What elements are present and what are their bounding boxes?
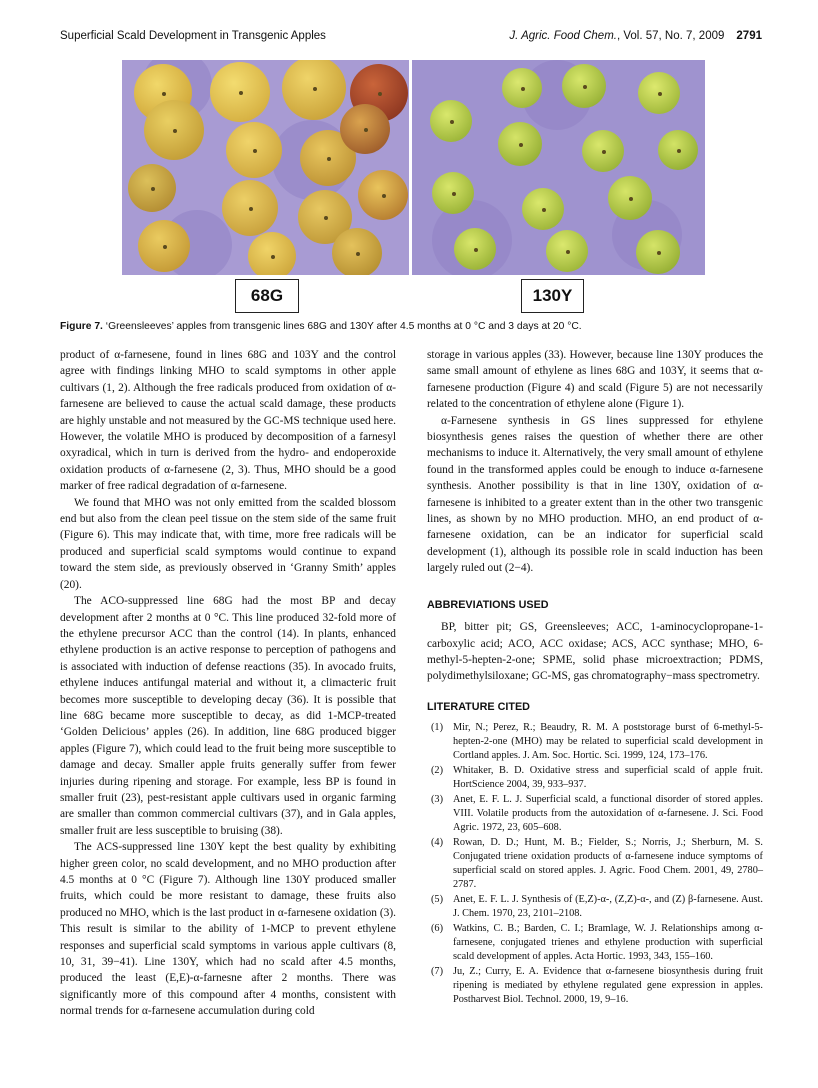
apple [498,122,542,166]
apple [432,172,474,214]
paragraph: The ACO-suppressed line 68G had the most BP and decay development after 2 months at 0 °C. This line produced 32-fold more of the ethylene precursor ACC than the control (14). In plants, enhanced ethylene production is an active response to perception of pathogens and is associated with induction of defense reactions (35). In avocado fruits, ethylene induces antifungal material and without it, a climacteric fruit becomes more susceptible to developing decay (36). It is possible that line 68G became more susceptible to decay, as did 1-MCP-treated ‘Golden Delicious’ apples (26). In addition, line 68G produced bigger apples (Figure 7), which could lead to the fruit being more susceptible to damage and decay. Smaller apple fruits generally suffer from fewer injuries during ripening and storage. For example, less BP is found in smaller fruit (23), pest-resistant apple cultivars used in organic farming are smaller than common commercial cultivars (37), and in Gala apples, smaller fruit are less susceptible to bruising (38). [60,595,396,837]
figure-7-photographs [122,60,705,275]
caption-label: Figure 7. [60,321,103,332]
apple [522,188,564,230]
apple [358,170,408,220]
reference-list [427,721,763,1007]
apple [430,100,472,142]
apple [332,228,382,275]
apple [210,62,270,122]
abbreviations-text: BP, bitter pit; GS, Greensleeves; ACC, 1-aminocyclopropane-1-carboxylic acid; ACO, ACC oxidase; ACS, ACC synthase; MHO, 6-methyl-5-hepten-2-one; SPME, solid phase microextraction; PDMS, polydimethylsiloxane; GC-MS, gas chromatography−mass spectrometry. [427,621,763,683]
apple [222,180,278,236]
literature-heading: LITERATURE CITED [427,700,530,713]
apple [340,104,390,154]
reference-item: (2) Whitaker, B. D. Oxidative stress and superficial scald of apple fruit. HortScience 2004, 39, 933–937. [431,765,763,791]
reference-item: (6) Watkins, C. B.; Barden, C. I.; Bramlage, W. J. Relationships among α-farnesene, conjugated trienes and ethylene production with superficial scald development of apples. Acta Hortic. 1993, 343, 155–160. [431,923,763,963]
apple-photo-130y [412,60,705,275]
journal-name: J. Agric. Food Chem. [509,30,617,42]
caption-text: ‘Greensleeves’ apples from transgenic lines 68G and 130Y after 4.5 months at 0 °C and 3 days at 20 °C. [102,321,582,332]
paragraph: storage in various apples (33). However, because line 130Y produces the same small amount of ethylene as lines 68G and 103Y, it seems that α-farnesene production (Figure 4) and scald (Figure 5) are not necessarily related to the concentration of ethylene alone (Figure 1). [427,349,763,411]
apple [582,130,624,172]
apple [454,228,496,270]
apple [502,68,542,108]
apple [128,164,176,212]
label-68g: 68G [235,279,299,313]
apple [282,60,346,120]
reference-item: (7) Ju, Z.; Curry, E. A. Evidence that α-farnesene biosynthesis during fruit ripening is mediated by ethylene regulated gene expression in apples. Postharvest Biol. Technol. 2000, 19, 9–16. [431,966,763,1006]
apple [562,64,606,108]
reference-item: (4) Rowan, D. D.; Hunt, M. B.; Fielder, S.; Norris, J.; Sherburn, M. S. Conjugated triene oxidation products of α-farnesene induce symptoms of superficial scald on stored apples. J. Agric. Food Chem. 2001, 49, 2780–2787. [431,837,763,891]
paragraph: α-Farnesene synthesis in GS lines suppressed for ethylene biosynthesis genes raises the question of whether there are other mechanisms to induce it. Alternatively, the very small amount of ethylene found in the transformed apples could be enough to induce α-farnesene synthesis. Another possibility is that in line 130Y, oxidation of α-farnesene is inhibited to a greater extent than in the other two transgenic lines, as shown by no MHO production. MHO, an end product of α-farnesene oxidation, can be an indicator for superficial scald development (1), although its possible role in scald induction has been largely ruled out (2−4). [427,414,763,575]
running-header [60,30,762,46]
apple [546,230,588,272]
journal-citation [509,30,762,42]
paragraph: We found that MHO was not only emitted from the scalded blossom end but also from the clean peel tissue on the stem side of the same fruit (Figure 6). This may indicate that, with time, more free radicals will be produced and superficial scald symptoms would continue to expand toward the stem side, as previously observed in ‘Granny Smith’ apples (20). [60,496,396,591]
paragraph: The ACS-suppressed line 130Y kept the best quality by exhibiting higher green color, no scald development, and no MHO production after 4.5 months at 0 °C (Figure 7). Although line 130Y produced smaller fruits, which could be more resistant to damage, these fruits also produced no MHO, which is the last product in α-farnesene oxidation (3). This result is similar to the ability of 1-MCP to prevent ethylene responses and superficial scald symptoms in various apple cultivars (8, 10, 31, 39−41). Line 130Y, which had no scald after 4.5 months, produced the least (E,E)-α-farnesne after 2 months. There was significantly more of this compound after 4 months, consistent with normal trends for α-farnesene accumulation during cold [60,841,396,1018]
apple [226,122,282,178]
reference-item: (5) Anet, E. F. L. J. Synthesis of (E,Z)-α-, (Z,Z)-α-, and (Z) β-farnesene. Aust. J. Chem. 1970, 23, 2101–2108. [431,894,763,920]
reference-item: (1) Mir, N.; Perez, R.; Beaudry, R. M. A poststorage burst of 6-methyl-5-hepten-2-one (MHO) may be related to superficial scald development in Cortland apples. J. Am. Soc. Hortic. Sci. 1999, 124, 173–176. [431,722,763,762]
figure-caption [60,321,760,332]
page-number: 2791 [736,30,762,42]
label-130y: 130Y [521,279,584,313]
apple [248,232,296,275]
apple [144,100,204,160]
apple [608,176,652,220]
apple-photo-68g [122,60,409,275]
running-title: Superficial Scald Development in Transgenic Apples [60,30,326,42]
paragraph: product of α-farnesene, found in lines 68G and 103Y and the control agree with findings linking MHO to scald symptoms in other apple cultivars (1, 2). Although the free radicals produced from oxidation of α-farnesene are believed to cause the actual scald damage, these products are highly unstable and not measured by the GC-MS technique used here. However, the volatile MHO is produced by decomposition of a farnesyl oxyradical, which in turn is derived from the hydro- and endoperoxide oxidation products of α-farnesene (2, 3). Thus, MHO should be a good marker of free radical degradation of α-farnesene. [60,349,396,493]
reference-item: (3) Anet, E. F. L. J. Superficial scald, a functional disorder of stored apples. VIII. Volatile products from the autoxidation of α-farnesene. J. Sci. Food Agric. 1972, 23, 605–608. [431,794,763,834]
abbreviations-heading: ABBREVIATIONS USED [427,598,549,611]
volume-issue: , Vol. 57, No. 7, 2009 [616,30,725,42]
body-column-right [427,347,763,1008]
apple [138,220,190,272]
body-column-left [60,347,396,1020]
apple [638,72,680,114]
apple [658,130,698,170]
apple [636,230,680,274]
